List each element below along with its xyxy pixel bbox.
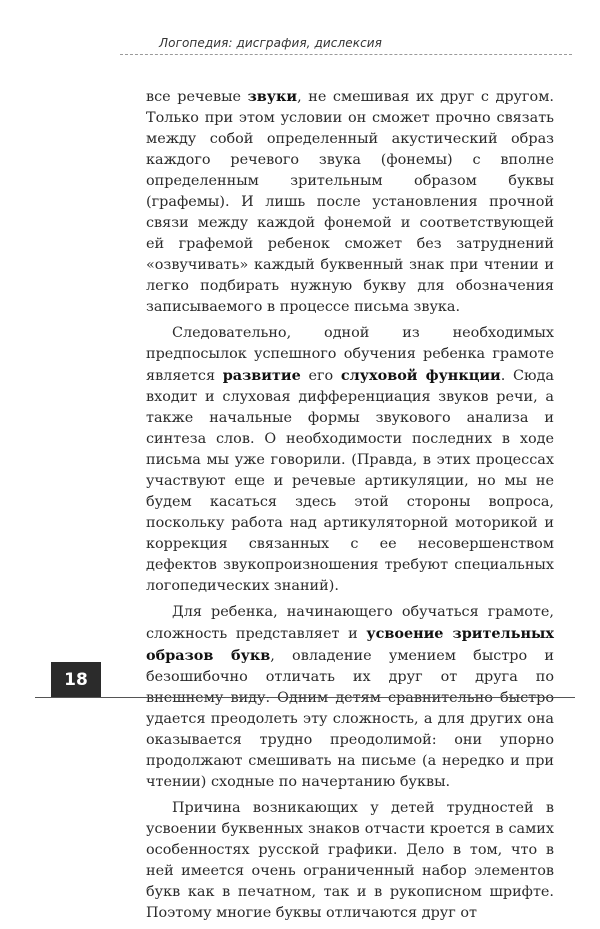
running-header: Логопедия: дисграфия, дислексия [159, 36, 382, 50]
paragraph [146, 323, 554, 597]
footer-divider [35, 697, 575, 698]
text-run: все речевые [146, 89, 248, 105]
text-run: , не смешивая их друг с другом. Только при этом условии он сможет прочно связать между собой определенный акустический образ каждого речевого звука (фонемы) с вполне определенным зрительным образом буквы (графемы). И лишь после установления прочной связи между каждой фонемой и соответствующей ей графемой ребенок сможет без затруднений «озвучивать» каждый буквенный знак при чтении и легко подбирать нужную букву для обозначения записываемого в процессе письма звука. [146, 89, 554, 315]
paragraph [146, 798, 554, 924]
header-divider [120, 54, 572, 55]
body-text [146, 86, 554, 929]
bold-term: усвоение зрительных образов букв [146, 625, 555, 664]
text-run: Для ребенка, начинающего обучаться грамоте, сложность представляет и [146, 604, 554, 642]
page-number: 18 [64, 670, 88, 690]
text-run: его [300, 368, 341, 384]
text-run: Следовательно, одной из необходимых предпосылок успешного обучения ребенка грамоте является [146, 325, 554, 384]
page-number-badge [51, 662, 101, 698]
bold-term: звуки [247, 88, 298, 105]
text-run: , овладение умением быстро и безошибочно отличать их друг от друга по внешнему виду. Одним детям сравнительно быстро удается преодолеть эту сложность, а для других она оказывается трудно преодолимой: они упорно продолжают смешивать на письме (а нередко и при чтении) сходные по начертанию буквы. [146, 648, 554, 790]
text-run: Причина возникающих у детей трудностей в усвоении буквенных знаков отчасти кроется в самих особенностях русской графики. Дело в том, что в ней имеется очень ограниченный набор элементов букв как в печатном, так и в рукописном шрифте. Поэтому многие буквы отличаются друг от [146, 800, 554, 921]
text-run: . Сюда входит и слуховая дифференциация звуков речи, а также начальные формы звукового анализа и синтеза слов. О необходимости последних в ходе письма мы уже говорили. (Правда, в этих процессах участвуют еще и речевые артикуляции, но мы не будем касаться здесь этой стороны вопроса, поскольку работа над артикуляторной моторикой и коррекция связанных с ее несовершенством дефектов звукопроизношения требуют специальных логопедических знаний). [146, 368, 554, 594]
paragraph [146, 86, 554, 318]
bold-term: развитие [222, 367, 301, 384]
bold-term: слуховой функции [340, 367, 501, 384]
